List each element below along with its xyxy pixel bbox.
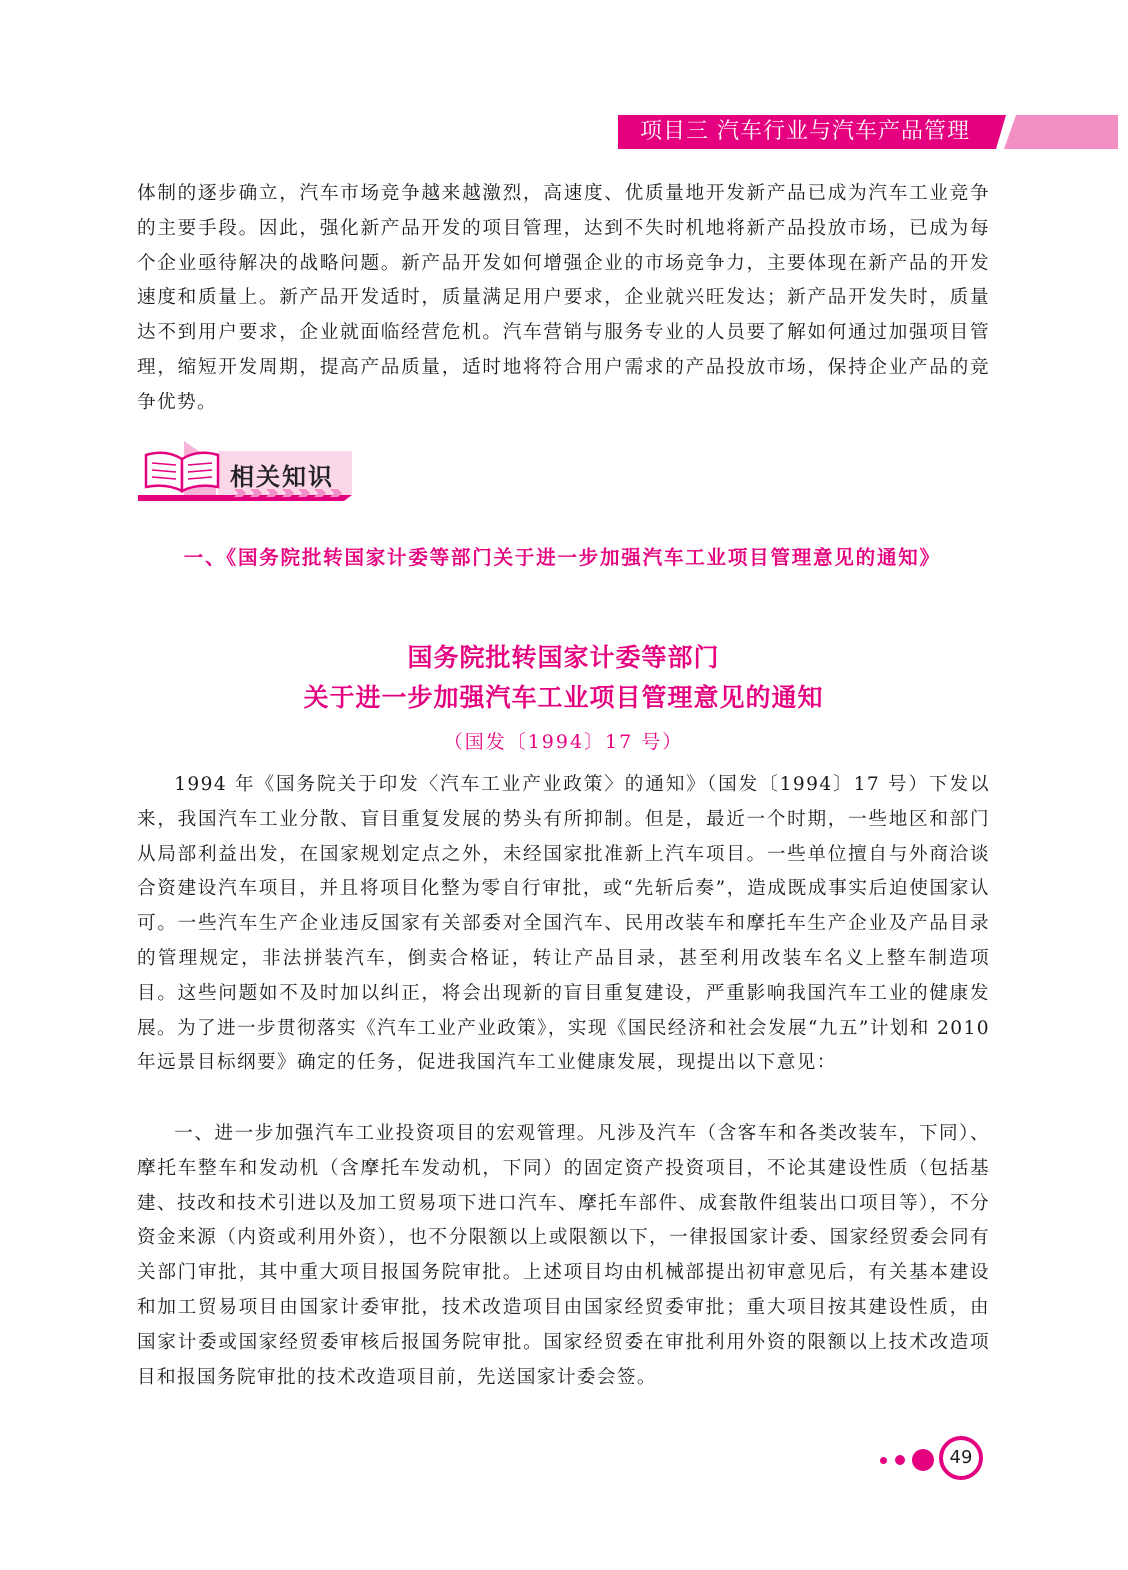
decorative-dot-icon <box>895 1455 905 1465</box>
intro-paragraph: 体制的逐步确立，汽车市场竞争越来越激烈，高速度、优质量地开发新产品已成为汽车工业竞争的主要手段。因此，强化新产品开发的项目管理，达到不失时机地将新产品投放市场，已成为每个企业亟待解决的战略问题。新产品开发如何增强企业的市场竞争力，主要体现在新产品的开发速度和质量上。新产品开发适时，质量满足用户要求，企业就兴旺发达；新产品开发失时，质量达不到用户要求，企业就面临经营危机。汽车营销与服务专业的人员要了解如何通过加强项目管理，缩短开发周期，提高产品质量，适时地将符合用户需求的产品投放市场，保持企业产品的竞争优势。 <box>137 183 990 413</box>
page-number-marker <box>876 1434 996 1490</box>
section-heading: 一、《国务院批转国家计委等部门关于进一步加强汽车工业项目管理意见的通知》 <box>183 546 941 569</box>
document-title-line-1: 国务院批转国家计委等部门 <box>407 643 720 672</box>
decorative-dot-icon <box>912 1449 934 1471</box>
document-number: （国发〔1994〕17 号） <box>443 731 684 753</box>
section-badge <box>138 437 358 505</box>
page-number: 49 <box>939 1436 983 1480</box>
decorative-dot-icon <box>880 1457 887 1464</box>
body-paragraph-2: 一、进一步加强汽车工业投资项目的宏观管理。凡涉及汽车（含客车和各类改装车，下同）、摩托车整车和发动机（含摩托车发动机，下同）的固定资产投资项目，不论其建设性质（包括基建、技改和技术引进以及加工贸易项下进口汽车、摩托车部件、成套散件组装出口项目等），不分资金来源（内资或利用外资），也不分限额以上或限额以下，一律报国家计委、国家经贸委会同有关部门审批，其中重大项目报国务院审批。上述项目均由机械部提出初审意见后，有关基本建设和加工贸易项目由国家计委审批，技术改造项目由国家经贸委审批；重大项目按其建设性质，由国家计委或国家经贸委审核后报国务院审批。国家经贸委在审批利用外资的限额以上技术改造项目和报国务院审批的技术改造项目前，先送国家计委会签。 <box>137 1123 990 1388</box>
chapter-title: 项目三 汽车行业与汽车产品管理 <box>640 119 970 144</box>
document-title-line-2: 关于进一步加强汽车工业项目管理意见的通知 <box>303 683 824 712</box>
chapter-header <box>618 115 1118 149</box>
body-paragraph-1: 1994 年《国务院关于印发〈汽车工业产业政策〉的通知》（国发〔1994〕17 号）下发以来，我国汽车工业分散、盲目重复发展的势头有所抑制。但是，最近一个时期，一些地区和部门从局部利益出发，在国家规划定点之外，未经国家批准新上汽车项目。一些单位擅自与外商洽谈合资建设汽车项目，并且将项目化整为零自行审批，或“先斩后奏”，造成既成事实后迫使国家认可。一些汽车生产企业违反国家有关部委对全国汽车、民用改装车和摩托车生产企业及产品目录的管理规定，非法拼装汽车，倒卖合格证，转让产品目录，甚至利用改装车名义上整车制造项目。这些问题如不及时加以纠正，将会出现新的盲目重复建设，严重影响我国汽车工业的健康发展。为了进一步贯彻落实《汽车工业产业政策》，实现《国民经济和社会发展“九五”计划和 2010 年远景目标纲要》确定的任务，促进我国汽车工业健康发展，现提出以下意见： <box>137 774 990 1074</box>
section-badge-label: 相关知识 <box>230 463 334 491</box>
